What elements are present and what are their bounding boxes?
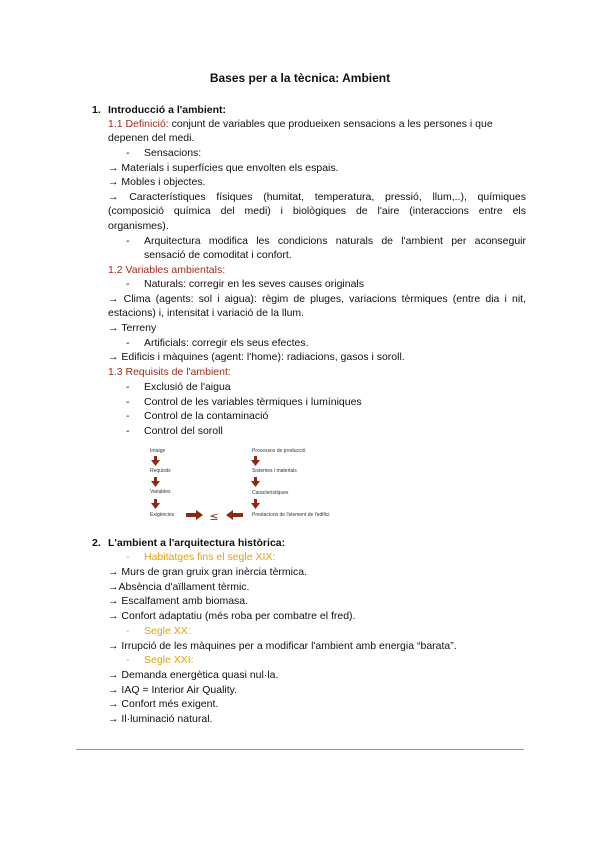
arrow-clima-1: → Clima (agents: sol i aigua): règim de pluges, variacions tèrmiques (entre dia i nit, <box>108 293 526 305</box>
list-item: → Murs de gran gruix gran inèrcia tèrmica. <box>108 566 307 578</box>
section-1-heading: Introducció a l'ambient: <box>108 104 227 116</box>
down-arrow-icon <box>251 456 260 466</box>
down-arrow-icon <box>151 456 160 466</box>
list-item: - Control de la contaminació <box>126 410 269 422</box>
section-1-number: 1. <box>92 104 101 116</box>
list-item: → Il·luminació natural. <box>108 713 213 725</box>
bullet-naturals: - Naturals: corregir en les seves causes originals <box>126 278 365 290</box>
diagram-right-3: Característiques <box>252 490 289 496</box>
list-item: → Escalfament amb biomasa. <box>108 595 249 607</box>
diagram-left-3: Variables <box>150 489 171 495</box>
arrow-terreny: → Terreny <box>108 322 157 334</box>
diagram-left-2: Requisits <box>150 468 171 474</box>
definition-line-2: depenen del medi. <box>108 132 195 144</box>
arrow-caracteristiques-2: (composició química del medi) i biològiques de l'aire (interaccions entre els <box>108 205 526 217</box>
bullet-arquitectura-dash: - <box>126 235 130 247</box>
list-item: → IAQ = Interior Air Quality. <box>108 684 238 696</box>
right-arrow-icon <box>186 510 203 520</box>
arrow-materials: → Materials i superfícies que envolten els espais. <box>108 162 339 174</box>
arrow-clima-2: estacions) i, intensitat i variació de la llum. <box>108 307 305 319</box>
down-arrow-icon <box>251 499 260 509</box>
list-item: → Demanda energètica quasi nul·la. <box>108 669 279 681</box>
definition-text: conjunt de variables que produeixen sensacions a les persones i que <box>168 118 493 130</box>
requisits-label: 1.3 Requisits de l'ambient: <box>108 366 231 378</box>
left-arrow-icon <box>226 510 243 520</box>
diagram-right-4: Prestacions de l'element de l'edifici <box>252 512 330 518</box>
bullet-sensacions: - Sensacions: <box>126 147 202 159</box>
arrow-caracteristiques-3: organismes). <box>108 220 169 232</box>
diagram-symbol: ≤ <box>209 510 219 523</box>
diagram-left-1: Imatge <box>150 448 166 454</box>
diagram-arrows <box>140 440 360 530</box>
diagram-left-4: Exigències <box>150 512 175 518</box>
page-title: Bases per a la tècnica: Ambient <box>209 71 391 85</box>
bullet-arquitectura-2: sensació de comoditat i confort. <box>144 249 292 261</box>
variables-label: 1.2 Variables ambientals: <box>108 264 226 276</box>
down-arrow-icon <box>151 477 160 487</box>
heading-segle-xix: - Habitatges fins el segle XIX: <box>126 551 276 563</box>
list-item: - Exclusió de l'aigua <box>126 381 231 393</box>
down-arrow-icon <box>151 499 160 509</box>
arrow-edificis: → Edificis i màquines (agent: l'home): radiacions, gasos i soroll. <box>108 351 405 363</box>
bullet-artificials: - Artificials: corregir els seus efectes. <box>126 337 309 349</box>
list-item: → Irrupció de les màquines per a modificar l'ambient amb energia “barata”. <box>108 640 457 652</box>
list-item: → Confort adaptatiu (més roba per combatre el fred). <box>108 610 356 622</box>
arrow-caracteristiques-1: → Característiques físiques (humitat, temperatura, pressió, llum,..), químiques <box>108 191 526 203</box>
diagram-right-1: Processos de producció <box>252 448 306 454</box>
diagram-right-2: Sistemes i materials <box>252 468 297 474</box>
list-item: - Control del soroll <box>126 425 223 437</box>
definition-line-1 <box>108 118 493 131</box>
section-2-number: 2. <box>92 537 101 549</box>
list-item: →Absència d'aïllament tèrmic. <box>108 581 250 593</box>
section-2-heading: L'ambient a l'arquitectura històrica: <box>108 537 286 549</box>
definition-label: 1.1 Definició: <box>108 118 169 130</box>
arrow-mobles: → Mobles i objectes. <box>108 176 206 188</box>
list-item: → Confort més exigent. <box>108 698 219 710</box>
list-item: - Control de les variables tèrmiques i lumíniques <box>126 396 362 408</box>
heading-segle-xx: - Segle XX: <box>126 625 191 637</box>
diagram-down-arrows <box>151 456 260 520</box>
heading-segle-xxi: - Segle XXI: <box>126 654 194 666</box>
down-arrow-icon <box>251 477 260 487</box>
page-divider <box>76 749 524 750</box>
bullet-arquitectura-1: Arquitectura modifica les condicions naturals de l'ambient per aconseguir <box>144 235 526 247</box>
